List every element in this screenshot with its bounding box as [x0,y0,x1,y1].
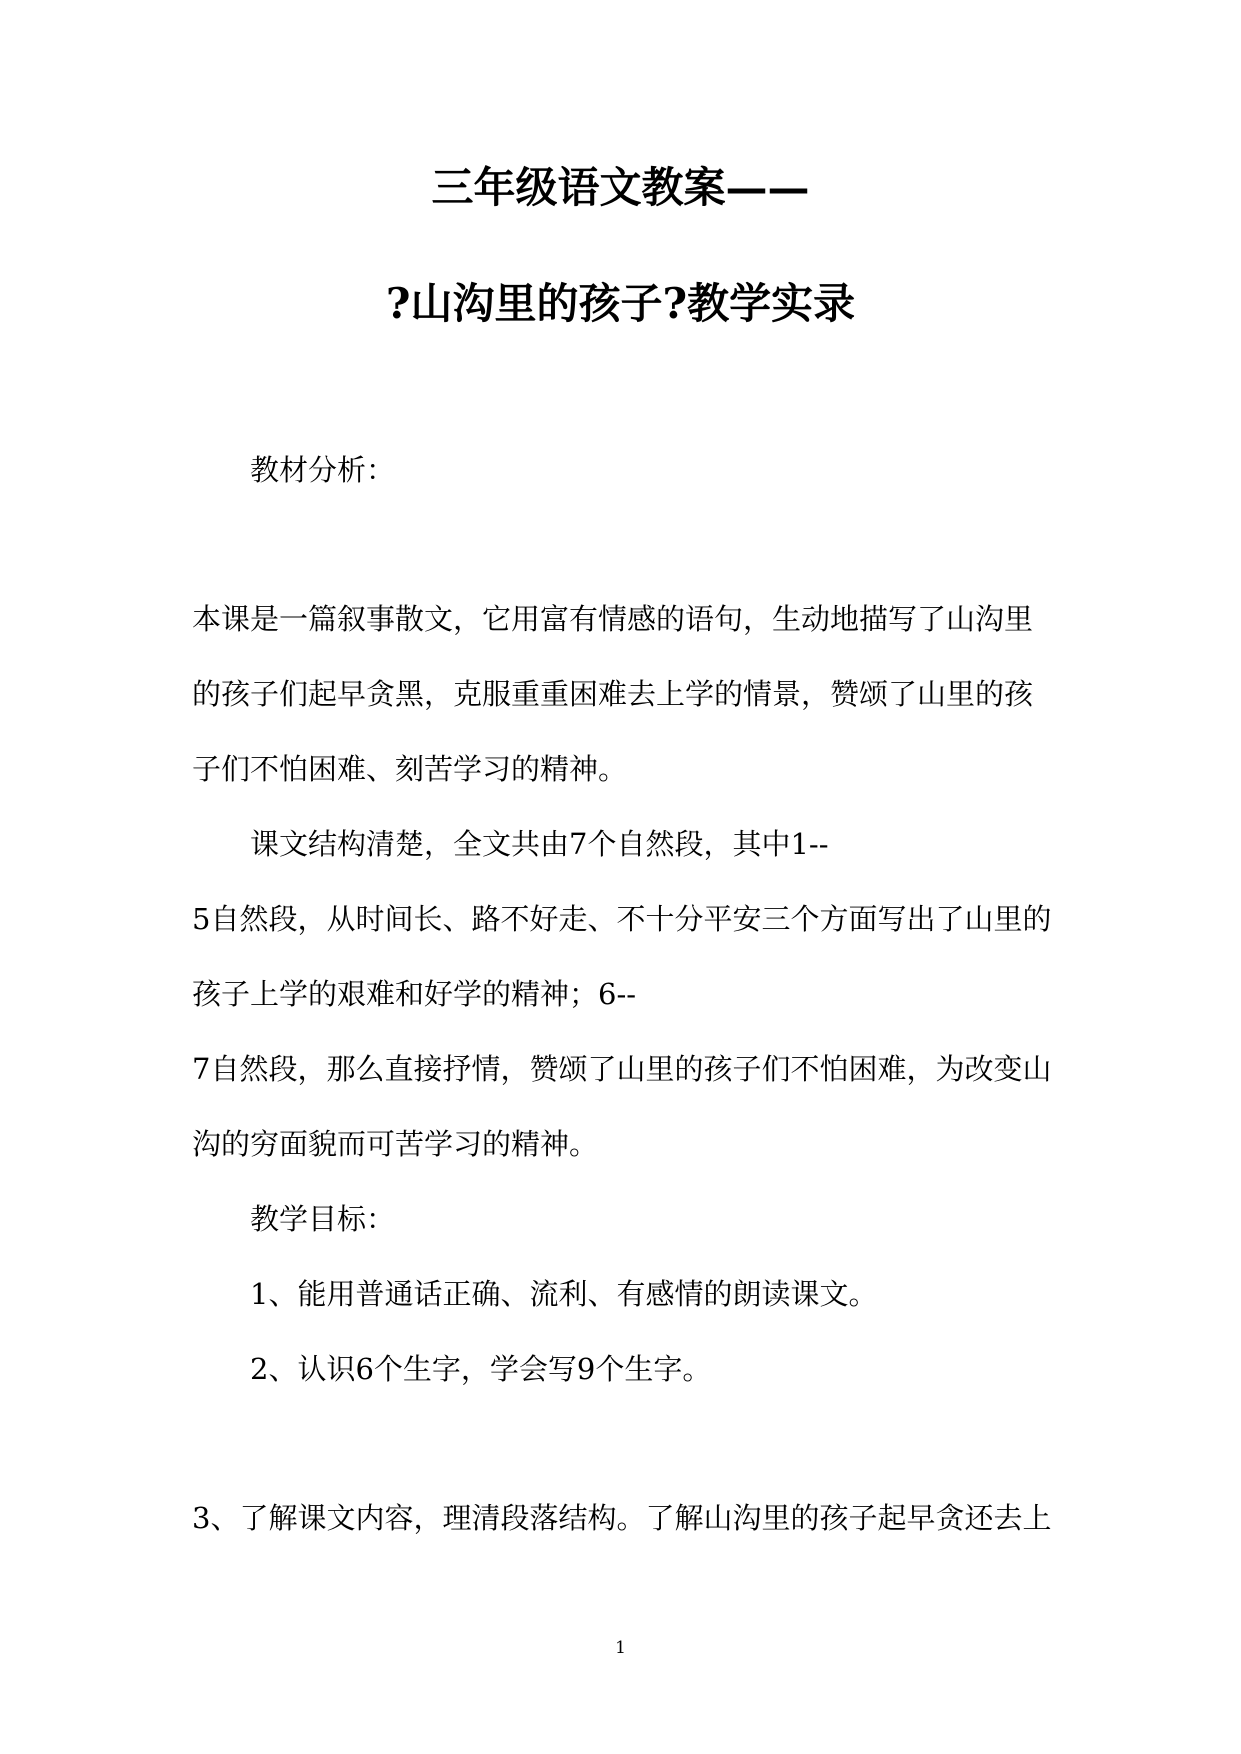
section-heading-teaching-goals: 教学目标： [250,1202,396,1236]
section-heading-material-analysis: 教材分析： [250,453,396,487]
body-line: 沟的穷面貌而可苦学习的精神。 [192,1127,599,1161]
body-line: 5自然段，从时间长、路不好走、不十分平安三个方面写出了山里的 [192,902,1052,936]
body-line: 课文结构清楚，全文共由7个自然段，其中1-- [250,827,829,861]
body-line: 本课是一篇叙事散文，它用富有情感的语句，生动地描写了山沟里 [192,602,1034,636]
goal-item: 1、能用普通话正确、流利、有感情的朗读课文。 [250,1277,878,1311]
page-number: 1 [615,1638,626,1658]
body-line: 7自然段，那么直接抒情，赞颂了山里的孩子们不怕困难，为改变山 [192,1052,1052,1086]
body-line: 子们不怕困难、刻苦学习的精神。 [192,752,628,786]
goal-item: 2、认识6个生字，学会写9个生字。 [250,1352,712,1386]
body-line: 孩子上学的艰难和好学的精神；6-- [192,977,637,1011]
body-line: 的孩子们起早贪黑，克服重重困难去上学的情景，赞颂了山里的孩 [192,677,1034,711]
document-title-line-1: 三年级语文教案—— [431,163,810,212]
goal-item: 3、了解课文内容，理清段落结构。了解山沟里的孩子起早贪还去上 [192,1501,1052,1535]
document-title-line-2: ?山沟里的孩子?教学实录 [385,279,856,328]
